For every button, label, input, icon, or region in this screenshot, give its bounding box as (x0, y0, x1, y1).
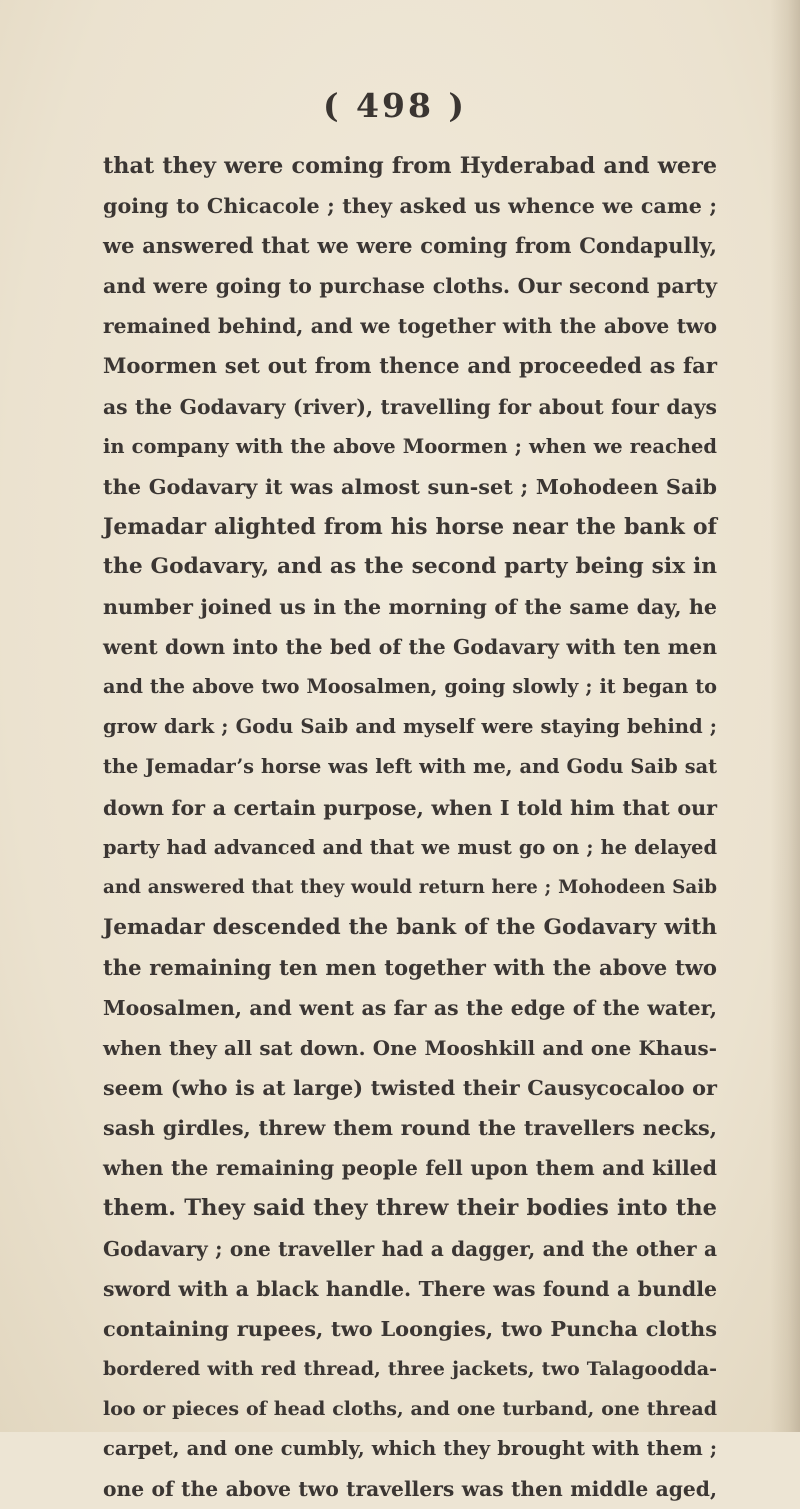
text-line: carpet, and one cumbly, which they brought with them ; (103, 1437, 717, 1460)
text-line: we answered that we were coming from Condapully, (103, 233, 717, 259)
text-line: containing rupees, two Loongies, two Puncha cloths (103, 1315, 717, 1341)
text-line: Jemadar descended the bank of the Godavary with (103, 914, 717, 940)
text-line: and were going to purchase cloths. Our second party (103, 274, 717, 299)
text-line: as the Godavary (river), travelling for about four days (103, 394, 717, 419)
body-text (103, 146, 717, 1509)
text-line: number joined us in the morning of the same day, he (103, 595, 717, 620)
text-line: down for a certain purpose, when I told him that our (103, 795, 717, 820)
text-line: the Jemadar’s horse was left with me, and Godu Saib sat (103, 755, 717, 779)
text-line: grow dark ; Godu Saib and myself were staying behind ; (103, 715, 717, 739)
page-edge-shadow (770, 0, 800, 1432)
text-line: seem (who is at large) twisted their Causycocaloo or (103, 1075, 717, 1101)
text-line: went down into the bed of the Godavary with ten men (103, 635, 717, 660)
text-line: Jemadar alighted from his horse near the bank of (103, 513, 717, 540)
text-line: sword with a black handle. There was found a bundle (103, 1276, 717, 1301)
text-line: sash girdles, threw them round the travellers necks, (103, 1115, 717, 1141)
text-line: and the above two Moosalmen, going slowly ; it began to (103, 675, 717, 699)
text-line: in company with the above Moormen ; when we reached (103, 434, 717, 458)
text-line: remained behind, and we together with the above two (103, 314, 717, 339)
text-line: when the remaining people fell upon them and killed (103, 1156, 717, 1181)
text-line: and answered that they would return here ; Mohodeen Saib (103, 876, 717, 898)
text-line: one of the above two travellers was then middle aged, (103, 1477, 717, 1502)
text-line: party had advanced and that we must go on ; he delayed (103, 835, 717, 859)
text-line: Moormen set out from thence and proceeded as far (103, 353, 717, 379)
text-line: going to Chicacole ; they asked us whence we came ; (103, 194, 717, 219)
text-line: the Godavary, and as the second party being six in (103, 553, 717, 579)
text-line: bordered with red thread, three jackets, two Talagoodda- (103, 1356, 717, 1380)
text-line: that they were coming from Hyderabad and were (103, 153, 717, 179)
page-number-text: ( 498 ) (322, 86, 468, 125)
text-line: Godavary ; one traveller had a dagger, and the other a (103, 1236, 717, 1261)
page-number (0, 86, 800, 125)
text-line: the Godavary it was almost sun-set ; Mohodeen Saib (103, 473, 717, 499)
text-line: Moosalmen, and went as far as the edge of the water, (103, 995, 717, 1020)
text-line: when they all sat down. One Mooshkill and one Khaus- (103, 1036, 717, 1061)
text-line: them. They said they threw their bodies into the (103, 1195, 717, 1222)
text-line: loo or pieces of head cloths, and one turband, one thread (103, 1397, 717, 1420)
text-line: the remaining ten men together with the above two (103, 954, 717, 980)
